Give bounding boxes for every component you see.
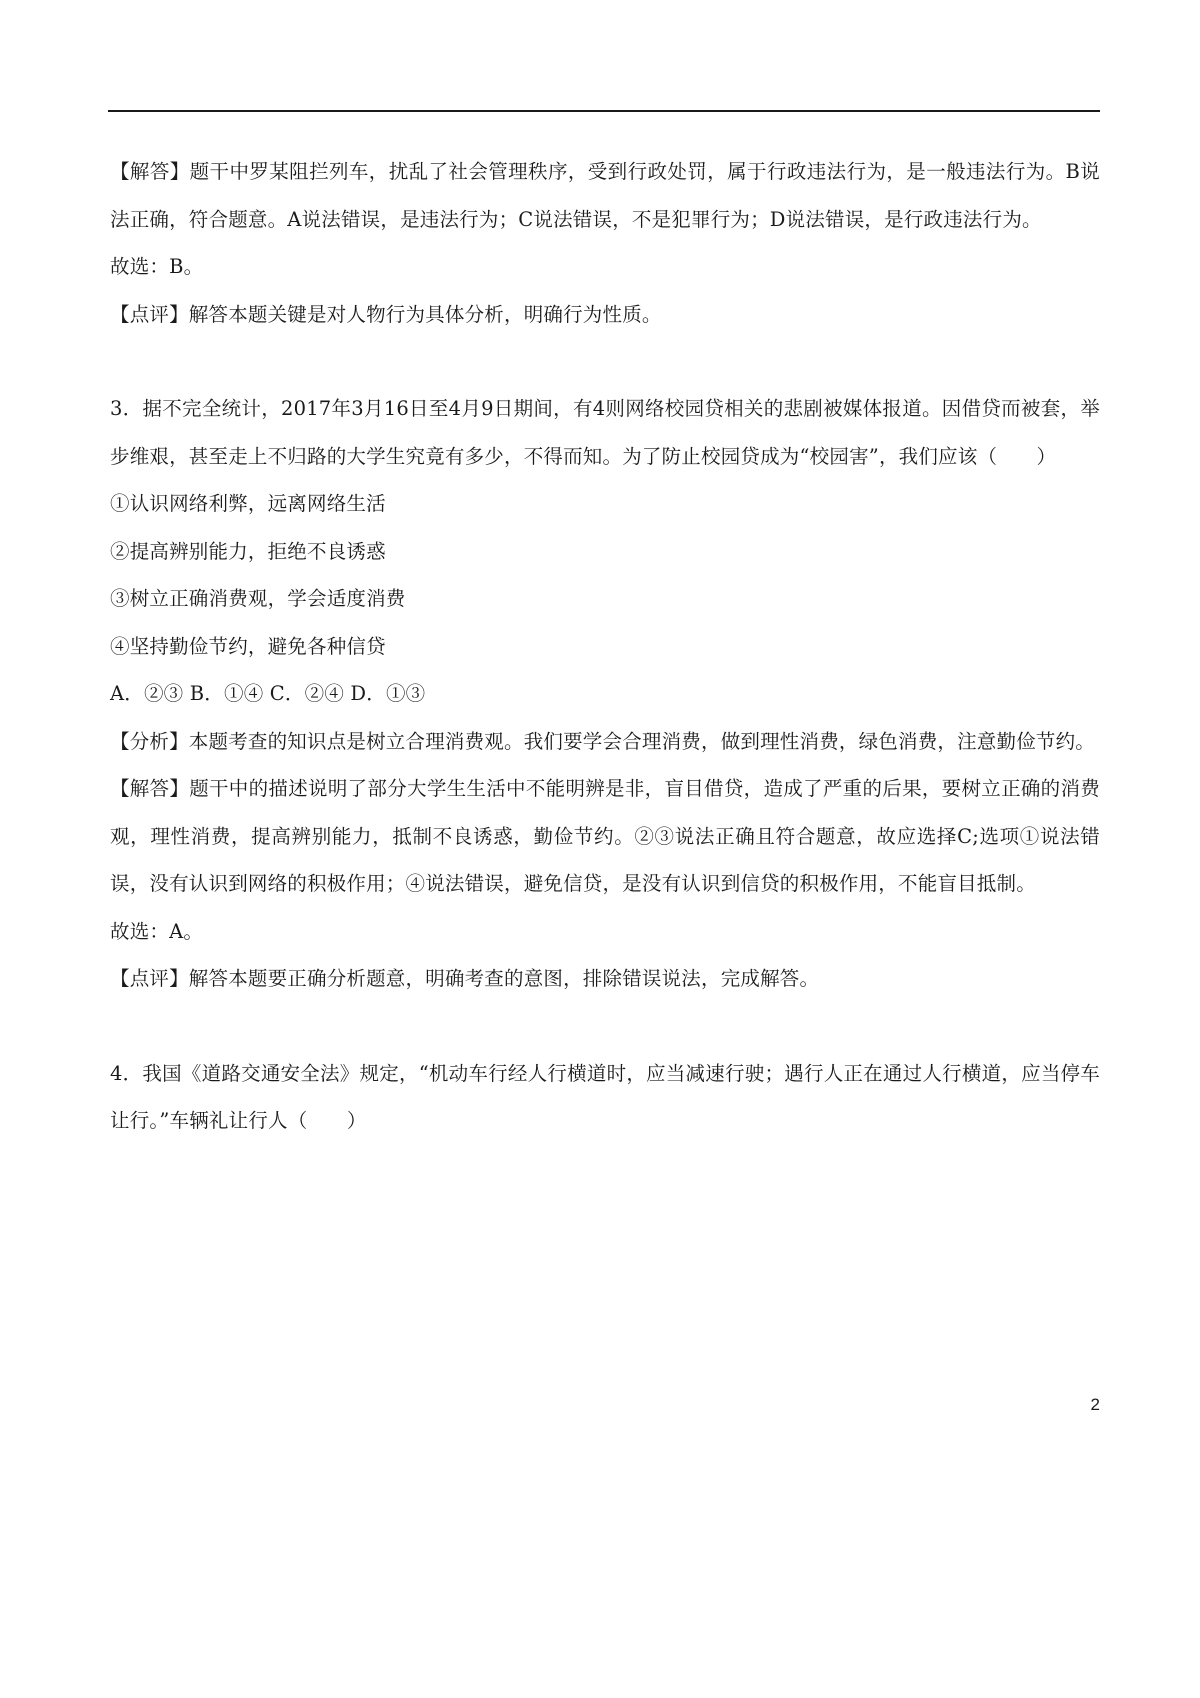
q3-comment: 【点评】解答本题要正确分析题意，明确考查的意图，排除错误说法，完成解答。 — [110, 967, 820, 990]
question-spacer — [110, 1003, 1100, 1050]
question-spacer — [110, 338, 1100, 385]
q3-options: A．②③ B．①④ C．②④ D．①③ — [110, 682, 426, 705]
q3-answer: 【解答】题干中的描述说明了部分大学生生活中不能明辨是非，盲目借贷，造成了严重的后果，要树立正确的消费观，理性消费，提高辨别能力，抵制不良诱惑，勤俭节约。②③说法正确且符合题意，故应选择C;选项①说法错误，没有认识到网络的积极作用；④说法错误，避免信贷，是没有认识到信贷的积极作用，不能盲目抵制。 — [110, 777, 1100, 895]
page-content — [110, 148, 1100, 1145]
q3-item-4: ④坚持勤俭节约，避免各种信贷 — [110, 634, 386, 658]
q3-item-2: ②提高辨别能力，拒绝不良诱惑 — [110, 539, 386, 563]
q3-item-1: ①认识网络利弊，远离网络生活 — [110, 492, 386, 515]
q3-analysis: 【分析】本题考查的知识点是树立合理消费观。我们要学会合理消费，做到理性消费，绿色消费，注意勤俭节约。 — [110, 729, 1096, 753]
header-rule — [108, 110, 1100, 112]
q3-item-3: ③树立正确消费观，学会适度消费 — [110, 587, 406, 610]
q4-stem: 4．我国《道路交通安全法》规定，“机动车行经人行横道时，应当减速行驶；遇行人正在通过人行横道，应当停车让行。”车辆礼让行人（ ） — [110, 1061, 1100, 1132]
q2-answer: 【解答】题干中罗某阻拦列车，扰乱了社会管理秩序，受到行政处罚，属于行政违法行为，是一般违法行为。B说法正确，符合题意。A说法错误，是违法行为；C说法错误，不是犯罪行为；D说法错误，是行政违法行为。 — [110, 160, 1100, 231]
page-number: 2 — [1090, 1395, 1100, 1414]
q3-stem: 3．据不完全统计，2017年3月16日至4月9日期间，有4则网络校园贷相关的悲剧被媒体报道。因借贷而被套，举步维艰，甚至走上不归路的大学生究竟有多少，不得而知。为了防止校园贷成为“校园害”，我们应该（ ） — [110, 397, 1100, 468]
q3-choice: 故选：A。 — [110, 919, 204, 943]
q2-choice: 故选：B。 — [110, 255, 204, 278]
q2-comment: 【点评】解答本题关键是对人物行为具体分析，明确行为性质。 — [110, 302, 662, 326]
